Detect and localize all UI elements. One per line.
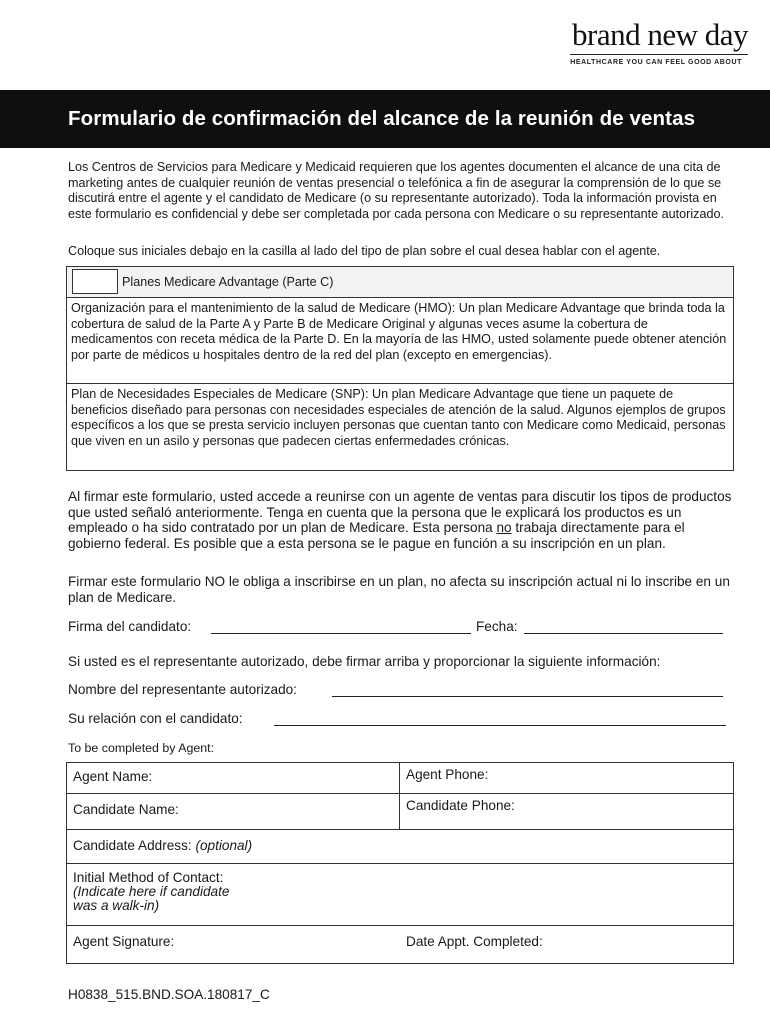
page-title: Formulario de confirmación del alcance de la reunión de ventas bbox=[68, 107, 696, 130]
hmo-description: Organización para el mantenimiento de la salud de Medicare (HMO): Un plan Medicare Advantage que brinda toda la cobertura de salud de la Parte A y Parte B de Medicare Original y algunas veces asume la cobertura de medicamentos con receta médica de la Parte D. En la mayoría de las HMO, usted solamente puede obtener atención por parte de médicos u hospitales dentro de la red del plan (excepto en emergencias). bbox=[67, 298, 733, 384]
table-row bbox=[67, 830, 733, 864]
agent-name-field[interactable]: Agent Name: bbox=[67, 763, 400, 793]
intro-paragraph: Los Centros de Servicios para Medicare y Medicaid requieren que los agentes documenten el alcance de una cita de marketing antes de cualquier reunión de ventas presencial o telefónica a fin de asegurar la comprensión de lo que se discutirá entre el agente y el candidato de Medicare (o su representante autorizado). Toda la información provista en este formulario es confidencial y debe ser completada por cada persona con Medicare o su representante autorizado. bbox=[68, 160, 724, 221]
candidate-signature-label: Firma del candidato: bbox=[68, 619, 192, 634]
contact-method-field[interactable] bbox=[67, 864, 733, 925]
contact-method-label: Initial Method of Contact: bbox=[73, 870, 224, 885]
agent-info-table bbox=[66, 762, 734, 964]
instruction-text: Coloque sus iniciales debajo en la casilla al lado del tipo de plan sobre el cual desea hablar con el agente. bbox=[68, 244, 661, 258]
optional-label: (optional) bbox=[195, 838, 253, 853]
plan-header bbox=[67, 267, 733, 298]
initials-checkbox[interactable] bbox=[72, 269, 118, 294]
logo-tagline: HEALTHCARE YOU CAN FEEL GOOD ABOUT bbox=[570, 59, 742, 66]
date-line[interactable] bbox=[524, 633, 723, 634]
candidate-name-field[interactable]: Candidate Name: bbox=[67, 794, 400, 829]
consent-no-word: no bbox=[496, 520, 512, 535]
candidate-address-field[interactable] bbox=[67, 830, 733, 863]
brand-logo bbox=[570, 18, 748, 66]
candidate-address-label: Candidate Address: bbox=[73, 838, 192, 853]
representative-note: Si usted es el representante autorizado, debe firmar arriba y proporcionar la siguiente información: bbox=[68, 654, 661, 669]
date-label: Fecha: bbox=[476, 619, 518, 634]
table-row bbox=[67, 864, 733, 926]
plan-selection-box bbox=[66, 266, 734, 471]
consent-text-2: trabaja directamente para el gobierno federal. Es posible que a esta persona se le pague en función a su inscripción en un plan. bbox=[68, 520, 685, 551]
relation-line[interactable] bbox=[274, 725, 726, 726]
agent-signature-field[interactable]: Agent Signature: bbox=[73, 934, 175, 949]
date-completed-field[interactable]: Date Appt. Completed: bbox=[406, 934, 543, 949]
agent-phone-field[interactable]: Agent Phone: bbox=[406, 767, 489, 782]
snp-description: Plan de Necesidades Especiales de Medicare (SNP): Un plan Medicare Advantage que tiene un paquete de beneficios diseñado para personas con necesidades especiales de atención de la salud. Algunos ejemplos de grupos específicos a los que se presta servicio incluyen personas que cuentan tanto con Medicare como Medicaid, personas que viven en un asilo y personas que padecen ciertas enfermedades crónicas. bbox=[71, 387, 726, 448]
logo-wordmark: brand new day bbox=[570, 18, 748, 55]
consent-paragraph bbox=[68, 489, 733, 551]
table-row bbox=[67, 926, 733, 963]
plan-title: Planes Medicare Advantage (Parte C) bbox=[122, 275, 334, 289]
form-code: H0838_515.BND.SOA.180817_C bbox=[68, 987, 270, 1002]
table-row bbox=[67, 794, 733, 830]
candidate-phone-field[interactable]: Candidate Phone: bbox=[406, 798, 515, 813]
agent-section-note: To be completed by Agent: bbox=[68, 741, 215, 755]
table-row bbox=[67, 763, 733, 794]
contact-hint-line-1: (Indicate here if candidate bbox=[73, 884, 230, 899]
candidate-signature-line[interactable] bbox=[211, 633, 471, 634]
rep-name-label: Nombre del representante autorizado: bbox=[68, 682, 297, 697]
obligation-paragraph: Firmar este formulario NO le obliga a inscribirse en un plan, no afecta su inscripción actual ni lo inscribe en un plan de Medicare. bbox=[68, 574, 730, 605]
relation-label: Su relación con el candidato: bbox=[68, 711, 243, 726]
title-banner bbox=[0, 90, 770, 148]
contact-hint-line-2: was a walk-in) bbox=[73, 898, 160, 913]
rep-name-line[interactable] bbox=[332, 696, 723, 697]
consent-text-1: Al firmar este formulario, usted accede a reunirse con un agente de ventas para discutir los tipos de productos que usted señaló anteriormente. Tenga en cuenta que la persona que le explicará los productos es un empleado o ha sido contratado por un plan de Medicare. Esta persona bbox=[68, 489, 732, 535]
